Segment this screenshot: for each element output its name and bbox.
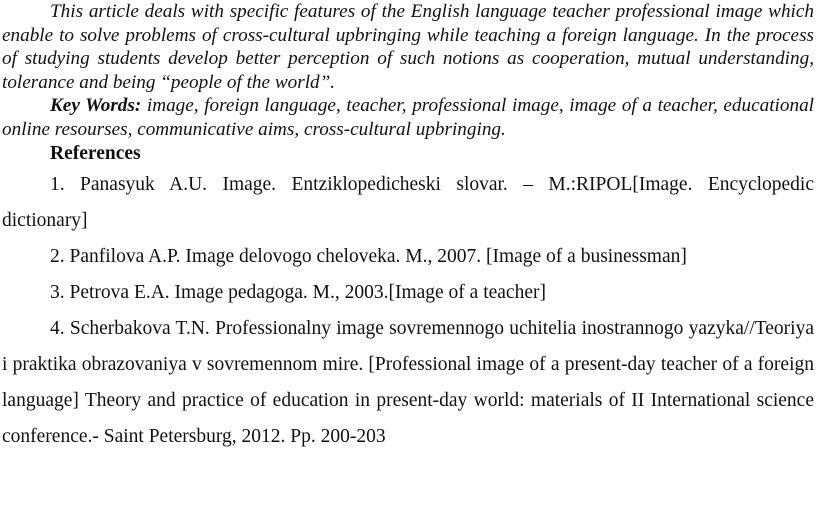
reference-text: Panasyuk A.U. Image. Entziklopedicheski slovar. – M.:RIPOL[Image. Encyclopedic dictionary] [2,174,814,231]
reference-number: 3. [50,282,65,303]
reference-text: Scherbakova T.N. Professionalny image sovremennogo uchitelia inostrannogo yazyka//Teoriya i praktika obrazovaniya v sovremennom mire. [Professional image of a present-day teacher of a foreign language] Theory and practice of education in present-day world: materials of II International science conference.- Saint Petersburg, 2012. Pp. 200-203 [2,318,815,447]
keywords-label: Key Words: [50,95,142,116]
abstract-paragraph [0,0,816,94]
reference-item [2,239,814,275]
references-list [0,167,816,455]
reference-item [2,275,814,311]
reference-text: Panfilova A.P. Image delovogo cheloveka. M., 2007. [Image of a businessman] [69,246,687,267]
abstract-text: This article deals with specific features of the English language teacher professional image which enable to solve problems of cross-cultural upbringing while teaching a foreign language. In the process of studying students develop better perception of such notions as cooperation, mutual understanding, tolerance and being “people of the world”. [2,1,814,93]
keywords-paragraph [0,94,816,141]
reference-item [2,311,814,455]
reference-number: 1. [50,174,65,195]
reference-number: 2. [50,246,65,267]
reference-text: Petrova E.A. Image pedagoga. M., 2003.[Image of a teacher] [69,282,546,303]
reference-item [2,167,814,239]
references-heading: References [50,143,141,164]
keywords-text: image, foreign language, teacher, professional image, image of a teacher, educational online resourses, communicative aims, cross-cultural upbringing. [2,95,814,140]
reference-number: 4. [50,318,65,339]
